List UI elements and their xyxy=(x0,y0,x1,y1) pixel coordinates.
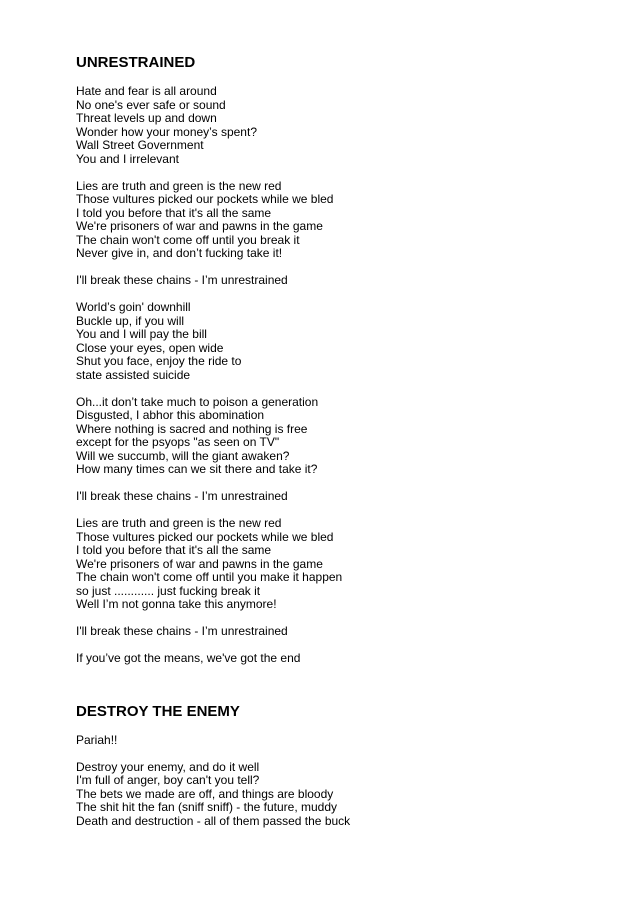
song-title: DESTROY THE ENEMY xyxy=(76,702,240,720)
lyric-line: Hate and fear is all around xyxy=(76,84,217,98)
lyric-line: The shit hit the fan (sniff sniff) - the future, muddy xyxy=(76,800,338,814)
lyric-line: If you’ve got the means, we've got the end xyxy=(76,651,301,665)
song-title: UNRESTRAINED xyxy=(76,54,196,71)
lyric-line: Those vultures picked our pockets while we bled xyxy=(76,192,334,206)
lyric-line: Where nothing is sacred and nothing is free xyxy=(76,421,308,436)
lyric-line: I told you before that it's all the same xyxy=(76,205,272,220)
lyric-line: I told you before that it's all the same xyxy=(76,543,272,557)
lyric-line: Threat levels up and down xyxy=(76,111,217,125)
lyric-line: I'm full of anger, boy can't you tell? xyxy=(76,773,260,787)
stanza xyxy=(76,490,616,504)
lyric-line: Wall Street Government xyxy=(76,138,204,152)
stanza xyxy=(76,652,616,666)
lyric-line: Buckle up, if you will xyxy=(76,313,185,328)
lyric-line: Death and destruction - all of them passed the buck xyxy=(76,813,351,828)
lyric-line: Those vultures picked our pockets while we bled xyxy=(76,529,334,544)
lyric-line: Shut you face, enjoy the ride to xyxy=(76,354,242,368)
stanza xyxy=(76,761,616,829)
lyric-line: The chain won't come off until you make it happen xyxy=(76,570,343,584)
lyric-line: Will we succumb, will the giant awaken? xyxy=(76,448,290,463)
lyric-line: We're prisoners of war and pawns in the game xyxy=(76,556,323,571)
lyric-line: The bets we made are off, and things are bloody xyxy=(76,786,334,801)
stanza xyxy=(76,301,616,382)
lyric-line: Never give in, and don’t fucking take it! xyxy=(76,246,283,260)
stanza xyxy=(76,85,616,166)
stanza xyxy=(76,180,616,261)
lyric-line: Pariah!! xyxy=(76,732,118,747)
stanza xyxy=(76,517,616,612)
lyric-line: Disgusted, I abhor this abomination xyxy=(76,408,265,422)
lyrics-page xyxy=(76,52,616,842)
lyric-line: Close your eyes, open wide xyxy=(76,340,224,355)
lyric-line: Well I’m not gonna take this anymore! xyxy=(76,597,277,611)
lyric-line: The chain won't come off until you break it xyxy=(76,232,300,247)
lyric-line: except for the psyops "as seen on TV" xyxy=(76,435,280,449)
stanza xyxy=(76,396,616,477)
lyric-line: You and I will pay the bill xyxy=(76,327,207,341)
lyric-line: How many times can we sit there and take it? xyxy=(76,462,318,476)
lyric-line: Wonder how your money’s spent? xyxy=(76,124,257,139)
chorus-line: I'll break these chains - I’m unrestrained xyxy=(76,624,288,638)
lyric-line: Oh...it don’t take much to poison a generation xyxy=(76,394,319,409)
stanza xyxy=(76,274,616,288)
lyric-line: We're prisoners of war and pawns in the game xyxy=(76,219,323,233)
lyric-line: Destroy your enemy, and do it well xyxy=(76,759,260,774)
chorus-line: I'll break these chains - I’m unrestrained xyxy=(76,273,288,287)
stanza xyxy=(76,625,616,639)
lyric-line: state assisted suicide xyxy=(76,367,191,382)
stanza xyxy=(76,734,616,748)
lyric-line: You and I irrelevant xyxy=(76,151,179,166)
lyric-line: so just ............ just fucking break it xyxy=(76,583,261,598)
chorus-line: I'll break these chains - I’m unrestrained xyxy=(76,489,288,503)
lyric-line: Lies are truth and green is the new red xyxy=(76,516,282,530)
lyric-line: World’s goin' downhill xyxy=(76,300,191,314)
lyric-line: Lies are truth and green is the new red xyxy=(76,178,282,193)
lyric-line: No one's ever safe or sound xyxy=(76,97,226,112)
